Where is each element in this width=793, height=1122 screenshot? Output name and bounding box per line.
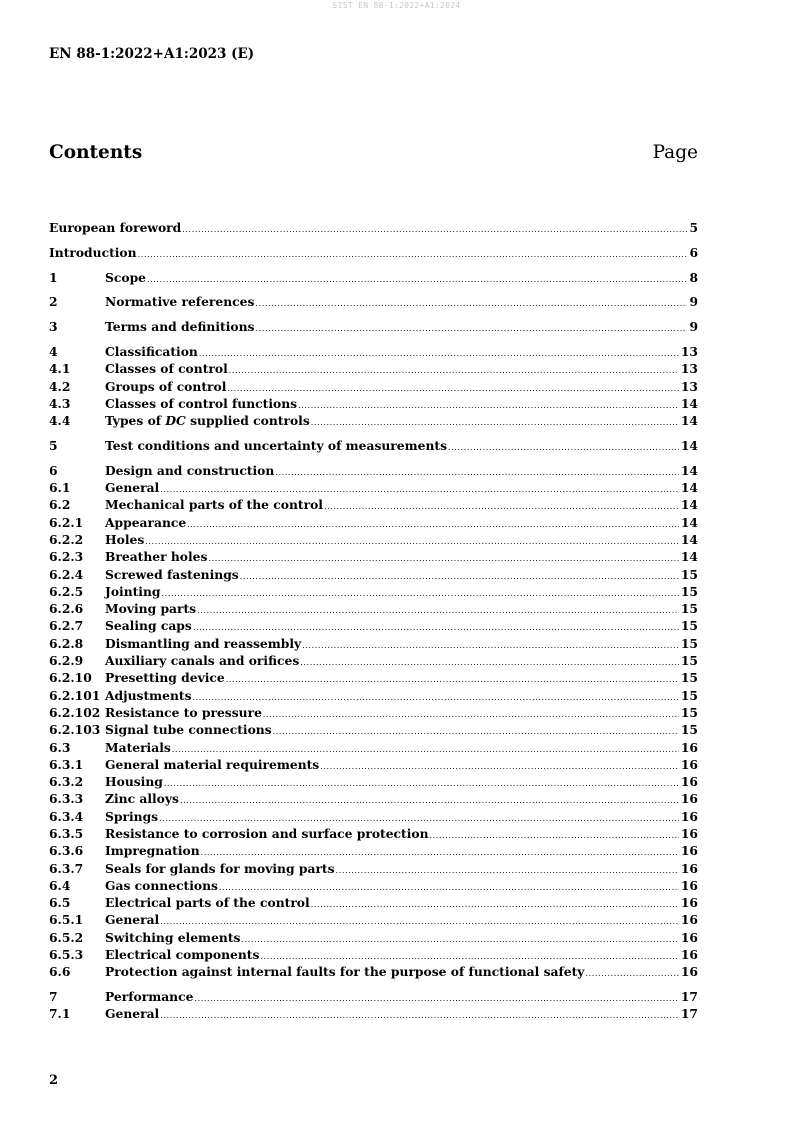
toc-entry-number: 6.5.1 bbox=[49, 912, 84, 928]
toc-entry-number: 6.3.3 bbox=[49, 791, 84, 807]
toc-entry-page: 9 bbox=[689, 319, 698, 335]
toc-entry-title: Performance bbox=[105, 989, 194, 1005]
toc-entry-number: 6.3.4 bbox=[49, 808, 84, 824]
toc-entry-number: 4.2 bbox=[49, 378, 71, 394]
toc-entry[interactable] bbox=[49, 318, 698, 335]
toc-entry[interactable] bbox=[49, 293, 698, 310]
toc-entry-page: 16 bbox=[680, 791, 698, 807]
toc-entry-page: 6 bbox=[689, 244, 698, 260]
toc-entry-title: General material requirements bbox=[105, 756, 320, 772]
toc-dot-leader bbox=[240, 568, 679, 585]
toc-entry-number: 1 bbox=[49, 269, 58, 285]
toc-entry-number: 7 bbox=[49, 989, 58, 1005]
toc-dot-leader bbox=[162, 585, 679, 602]
toc-dot-leader bbox=[302, 637, 679, 654]
toc-entry-page: 15 bbox=[680, 601, 698, 617]
toc-entry[interactable] bbox=[49, 412, 698, 429]
toc-entry-number: 6.5.3 bbox=[49, 947, 84, 963]
toc-entry-number: 6.3.6 bbox=[49, 843, 84, 859]
toc-entry[interactable] bbox=[49, 773, 698, 790]
toc-entry-number: 6.2.7 bbox=[49, 618, 84, 634]
toc-dot-leader bbox=[193, 689, 679, 706]
toc-dot-leader bbox=[226, 671, 679, 688]
watermark: SIST EN 88-1:2022+A1:2024 bbox=[332, 1, 461, 10]
toc-dot-leader bbox=[229, 362, 679, 379]
toc-entry-title: Sealing caps bbox=[105, 618, 192, 634]
toc-dot-leader bbox=[585, 965, 678, 982]
toc-entry[interactable] bbox=[49, 635, 698, 652]
toc-entry-number: 2 bbox=[49, 294, 58, 310]
toc-entry-number: 5 bbox=[49, 437, 58, 453]
toc-entry-number: 6.3.2 bbox=[49, 774, 84, 790]
toc-entry-title: Moving parts bbox=[105, 601, 197, 617]
toc-entry-title: Introduction bbox=[49, 244, 137, 260]
toc-entry-title: Zinc alloys bbox=[105, 791, 179, 807]
toc-dot-leader bbox=[263, 706, 679, 723]
toc-entry-page: 15 bbox=[680, 653, 698, 669]
toc-entry[interactable] bbox=[49, 929, 698, 946]
toc-entry[interactable] bbox=[49, 514, 698, 531]
footer-page-number: 2 bbox=[49, 1073, 59, 1088]
toc-entry-number: 6.3 bbox=[49, 739, 71, 755]
toc-dot-leader bbox=[298, 397, 679, 414]
toc-entry[interactable] bbox=[49, 531, 698, 548]
toc-entry-title: General bbox=[105, 912, 160, 928]
toc-entry-page: 9 bbox=[689, 294, 698, 310]
toc-entry-number: 6.2.101 bbox=[49, 687, 101, 703]
toc-dot-leader bbox=[255, 295, 687, 312]
toc-entry-number: 6.3.5 bbox=[49, 826, 84, 841]
toc-dot-leader bbox=[138, 246, 688, 263]
toc-entry[interactable] bbox=[49, 1005, 698, 1022]
toc-entry-number: 6.2.10 bbox=[49, 670, 92, 686]
toc-dot-leader bbox=[187, 516, 679, 533]
toc-entry-page: 16 bbox=[680, 756, 698, 772]
toc-entry-title: Signal tube connections bbox=[105, 722, 272, 738]
toc-entry-page: 14 bbox=[680, 413, 698, 429]
toc-entry-title: Holes bbox=[105, 531, 145, 547]
toc-entry-page: 16 bbox=[680, 843, 698, 859]
toc-entry-page: 16 bbox=[680, 877, 698, 893]
toc-dot-leader bbox=[194, 990, 678, 1007]
toc-entry-title: Screwed fastenings bbox=[105, 566, 239, 582]
toc-entry-number: 6.1 bbox=[49, 480, 71, 496]
toc-entry-number: 6.4 bbox=[49, 877, 71, 893]
toc-entry-number: 6.2 bbox=[49, 497, 71, 513]
toc-entry-title: Groups of control bbox=[105, 378, 227, 394]
toc-entry-title: Jointing bbox=[105, 583, 161, 599]
toc-entry-number: 6 bbox=[49, 462, 58, 478]
toc-entry-page: 15 bbox=[680, 704, 698, 720]
toc-entry[interactable] bbox=[49, 825, 698, 842]
toc-entry[interactable] bbox=[49, 360, 698, 377]
toc-entry-title-part: supplied controls bbox=[185, 413, 310, 429]
toc-entry-page: 13 bbox=[680, 343, 698, 359]
toc-entry-page: 16 bbox=[680, 964, 698, 980]
toc-entry-title: Classification bbox=[105, 343, 198, 359]
toc-entry-page: 16 bbox=[680, 808, 698, 824]
toc-entry-title: Dismantling and reassembly bbox=[105, 635, 302, 651]
toc-entry-title: Terms and definitions bbox=[105, 319, 255, 335]
toc-entry[interactable] bbox=[49, 378, 698, 395]
toc-entry[interactable] bbox=[49, 860, 698, 877]
toc-dot-leader bbox=[199, 345, 679, 362]
toc-entry-title-italic: DC bbox=[165, 413, 186, 429]
toc-entry[interactable] bbox=[49, 790, 698, 807]
toc-dot-leader bbox=[182, 221, 687, 238]
toc-entry-page: 15 bbox=[680, 670, 698, 686]
toc-entry[interactable] bbox=[49, 269, 698, 286]
toc-entry-title: Switching elements bbox=[105, 929, 241, 945]
toc-entry[interactable] bbox=[49, 669, 698, 686]
toc-entry-title: Electrical parts of the control bbox=[105, 895, 310, 911]
toc-entry-page: 13 bbox=[680, 361, 698, 377]
toc-dot-leader bbox=[197, 602, 679, 619]
toc-entry-page: 5 bbox=[689, 220, 698, 235]
toc-entry-page: 8 bbox=[689, 269, 698, 285]
toc-entry-page: 14 bbox=[680, 437, 698, 453]
toc-dot-leader bbox=[448, 439, 679, 456]
toc-entry[interactable] bbox=[49, 583, 698, 600]
toc-entry-page: 14 bbox=[680, 395, 698, 411]
toc-entry-page: 16 bbox=[680, 895, 698, 911]
toc-entry[interactable] bbox=[49, 721, 698, 738]
toc-entry-title: Adjustments bbox=[105, 687, 192, 703]
toc-entry[interactable] bbox=[49, 462, 698, 479]
toc-entry[interactable] bbox=[49, 479, 698, 496]
toc-entry-number: 6.2.5 bbox=[49, 583, 84, 599]
toc-entry-number: 6.3.7 bbox=[49, 860, 84, 876]
toc-entry-title: Breather holes bbox=[105, 549, 208, 565]
toc-entry-number: 6.5.2 bbox=[49, 929, 84, 945]
toc-dot-leader bbox=[160, 1007, 679, 1024]
toc-dot-leader bbox=[208, 550, 678, 567]
toc-entry[interactable] bbox=[49, 963, 698, 980]
toc-entry[interactable] bbox=[49, 652, 698, 669]
toc-entry-title: Test conditions and uncertainty of measurements bbox=[105, 437, 447, 453]
page-column-label: Page bbox=[652, 142, 698, 163]
toc-dot-leader bbox=[273, 723, 679, 740]
toc-entry-number: 4 bbox=[49, 343, 58, 359]
toc-entry[interactable] bbox=[49, 842, 698, 859]
toc-entry[interactable] bbox=[49, 437, 698, 454]
toc-entry-title: Auxiliary canals and orifices bbox=[105, 653, 300, 669]
toc-entry[interactable] bbox=[49, 600, 698, 617]
toc-entry[interactable] bbox=[49, 617, 698, 634]
toc-entry-page: 14 bbox=[680, 497, 698, 513]
toc-entry-title: Normative references bbox=[105, 294, 255, 310]
toc-entry-title: Seals for glands for moving parts bbox=[105, 860, 335, 876]
toc-entry[interactable] bbox=[49, 739, 698, 756]
toc-entry-page: 14 bbox=[680, 531, 698, 547]
toc-entry-number: 6.6 bbox=[49, 964, 71, 980]
toc-entry-page: 16 bbox=[680, 947, 698, 963]
toc-entry-title: Scope bbox=[105, 269, 146, 285]
toc-entry-page: 15 bbox=[680, 618, 698, 634]
toc-entry[interactable] bbox=[49, 687, 698, 704]
toc-entry-title: Mechanical parts of the control bbox=[105, 497, 323, 513]
toc-entry-number: 7.1 bbox=[49, 1006, 71, 1022]
toc-entry-page: 15 bbox=[680, 722, 698, 738]
toc-entry-number: 6.2.6 bbox=[49, 601, 84, 617]
toc-entry-title: Impregnation bbox=[105, 843, 200, 859]
toc-entry-number: 6.2.102 bbox=[49, 704, 101, 720]
toc-entry-page: 13 bbox=[680, 378, 698, 394]
toc-entry-number: 6.2.8 bbox=[49, 635, 84, 651]
toc-entry-number: 6.3.1 bbox=[49, 756, 84, 772]
toc-entry-title: Protection against internal faults for the purpose of functional safety bbox=[105, 964, 585, 980]
toc-entry-page: 16 bbox=[680, 860, 698, 876]
toc-entry[interactable] bbox=[49, 911, 698, 928]
toc-entry-title: Resistance to corrosion and surface protection bbox=[105, 826, 429, 841]
toc-entry-number: 4.4 bbox=[49, 413, 71, 429]
toc-entry-title: Presetting device bbox=[105, 670, 225, 686]
toc-entry-title: Housing bbox=[105, 774, 163, 790]
toc-dot-leader bbox=[241, 931, 678, 948]
toc-entry-title: European foreword bbox=[49, 220, 182, 235]
toc-entry-title: Electrical components bbox=[105, 947, 260, 963]
toc-dot-leader bbox=[164, 775, 679, 792]
toc-entry[interactable] bbox=[49, 496, 698, 513]
toc-entry-number: 3 bbox=[49, 319, 58, 335]
toc-dot-leader bbox=[147, 271, 687, 288]
toc-dot-leader bbox=[255, 320, 687, 337]
toc-entry-number: 6.2.9 bbox=[49, 653, 84, 669]
toc-entry-number: 6.2.2 bbox=[49, 531, 84, 547]
toc-dot-leader bbox=[324, 498, 679, 515]
toc-entry-page: 14 bbox=[680, 514, 698, 530]
toc-dot-leader bbox=[300, 654, 679, 671]
toc-entry-title: Gas connections bbox=[105, 877, 218, 893]
toc-entry-number: 6.2.4 bbox=[49, 566, 84, 582]
toc-entry-title: Springs bbox=[105, 808, 159, 824]
toc-dot-leader bbox=[145, 533, 679, 550]
toc-entry[interactable] bbox=[49, 988, 698, 1005]
toc-dot-leader bbox=[180, 792, 679, 809]
contents-title: Contents bbox=[49, 142, 143, 163]
toc-entry[interactable] bbox=[49, 244, 698, 261]
toc-entry[interactable] bbox=[49, 704, 698, 721]
toc-entry-number: 6.2.3 bbox=[49, 549, 84, 565]
toc-entry-title: General bbox=[105, 1006, 160, 1022]
toc-entry[interactable] bbox=[49, 756, 698, 773]
toc-dot-leader bbox=[311, 896, 679, 913]
toc-entry-title bbox=[105, 412, 310, 429]
toc-dot-leader bbox=[320, 758, 679, 775]
toc-entry-page: 14 bbox=[680, 549, 698, 565]
toc-entry-number: 6.2.1 bbox=[49, 514, 84, 530]
toc-entry[interactable] bbox=[49, 219, 698, 236]
toc-dot-leader bbox=[336, 862, 679, 879]
toc-entry-number: 6.2.103 bbox=[49, 722, 101, 738]
toc-entry-title: Classes of control bbox=[105, 361, 228, 377]
toc-entry[interactable] bbox=[49, 808, 698, 825]
toc-entry-title: Design and construction bbox=[105, 462, 275, 478]
toc-entry-page: 15 bbox=[680, 635, 698, 651]
toc-entry-page: 15 bbox=[680, 566, 698, 582]
toc-entry-title: Resistance to pressure bbox=[105, 704, 262, 720]
toc-entry[interactable] bbox=[49, 548, 698, 565]
toc-entry-page: 16 bbox=[680, 774, 698, 790]
toc-dot-leader bbox=[311, 414, 679, 431]
toc-dot-leader bbox=[430, 827, 679, 844]
document-id-header: EN 88-1:2022+A1:2023 (E) bbox=[49, 46, 255, 62]
toc-entry-page: 17 bbox=[680, 1006, 698, 1022]
toc-entry-page: 14 bbox=[680, 480, 698, 496]
toc-entry-title: General bbox=[105, 480, 160, 496]
toc-entry-page: 16 bbox=[680, 929, 698, 945]
toc-entry[interactable] bbox=[49, 894, 698, 911]
toc-entry[interactable] bbox=[49, 343, 698, 360]
toc-entry-number: 4.1 bbox=[49, 361, 71, 377]
toc-entry[interactable] bbox=[49, 395, 698, 412]
toc-entry-page: 16 bbox=[680, 826, 698, 841]
toc-entry-title: Appearance bbox=[105, 514, 187, 530]
toc-entry-title-part: Types of bbox=[105, 413, 166, 429]
toc-entry-page: 17 bbox=[680, 989, 698, 1005]
toc-entry-page: 15 bbox=[680, 583, 698, 599]
toc-entry-page: 15 bbox=[680, 687, 698, 703]
toc-dot-leader bbox=[275, 464, 679, 481]
toc-entry-number: 6.5 bbox=[49, 895, 71, 911]
toc-entry-page: 16 bbox=[680, 739, 698, 755]
toc-entry-title: Materials bbox=[105, 739, 171, 755]
toc-entry-title: Classes of control functions bbox=[105, 395, 298, 411]
toc-entry[interactable] bbox=[49, 566, 698, 583]
toc-entry-page: 14 bbox=[680, 462, 698, 478]
toc-entry-number: 4.3 bbox=[49, 395, 71, 411]
toc-entry[interactable] bbox=[49, 946, 698, 963]
toc-entry[interactable] bbox=[49, 877, 698, 894]
toc-entry-page: 16 bbox=[680, 912, 698, 928]
table-of-contents bbox=[49, 219, 698, 1023]
